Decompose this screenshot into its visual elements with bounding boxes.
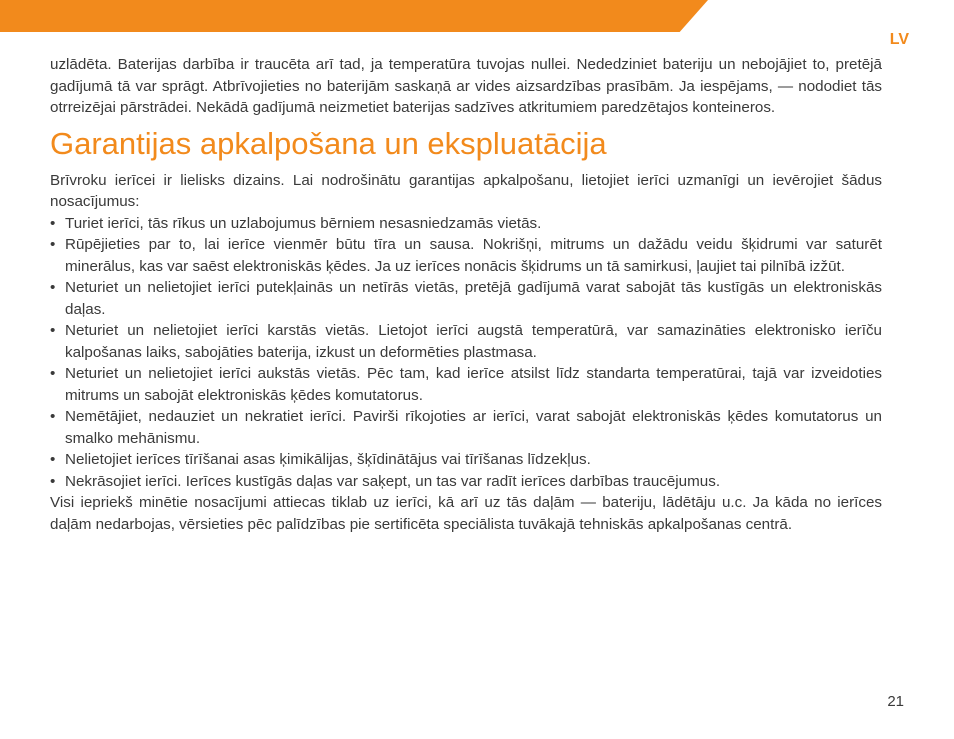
- intro-paragraph: uzlādēta. Baterijas darbība ir traucēta arī tad, ja temperatūra tuvojas nullei. Nededziniet bateriju un nebojājiet to, pretējā gadījumā tā var sprāgt. Atbrīvojieties no baterijām saskaņā ar vides aizsardzības prasībām. Ja iespējams, — nododiet tās otrreizējai pārstrādei. Nekādā gadījumā neizmetiet baterijas sadzīves atkritumiem paredzētajos konteineros.: [50, 56, 882, 116]
- language-label: LV: [889, 31, 909, 48]
- header-accent-bar: [0, 0, 708, 32]
- list-item: • Nekrāsojiet ierīci. Ierīces kustīgās daļas var saķept, un tas var radīt ierīces darbības traucējumus.: [50, 471, 882, 493]
- page-content: [50, 54, 882, 535]
- list-item: • Rūpējieties par to, lai ierīce vienmēr būtu tīra un sausa. Nokrišņi, mitrums un dažādu veidu šķidrumi var saturēt minerālus, kas var saēst elektroniskās ķēdes. Ja uz ierīces nonācis šķidrums un tā samirkusi, ļaujiet tai pilnībā izžūt.: [50, 234, 882, 277]
- list-item: • Nelietojiet ierīces tīrīšanai asas ķimikālijas, šķīdinātājus vai tīrīšanas līdzekļus.: [50, 449, 882, 471]
- list-item: • Turiet ierīci, tās rīkus un uzlabojumus bērniem nesasniedzamās vietās.: [50, 213, 882, 235]
- closing-paragraph: Visi iepriekš minētie nosacījumi attiecas tiklab uz ierīci, kā arī uz tās daļām — bateriju, lādētāju u.c. Ja kāda no ierīces daļām nedarbojas, vērsieties pēc palīdzības pie sertificēta speciālista tuvākajā tehniskās apkalpošanas centrā.: [50, 494, 882, 533]
- list-item: • Neturiet un nelietojiet ierīci aukstās vietās. Pēc tam, kad ierīce atsilst līdz standarta temperatūrai, tajā var izveidoties mitrums un sabojāt elektroniskās ķēdes komutatorus.: [50, 363, 882, 406]
- conditions-list: [50, 213, 882, 493]
- list-item: • Neturiet un nelietojiet ierīci putekļainās un netīrās vietās, pretējā gadījumā varat sabojāt tās kustīgās un elektroniskās daļas.: [50, 277, 882, 320]
- list-item: • Neturiet un nelietojiet ierīci karstās vietās. Lietojot ierīci augstā temperatūrā, var samazināties elektronisko ierīču kalpošanas laiks, sabojāties baterija, izkust un deformēties plastmasa.: [50, 320, 882, 363]
- section-title: Garantijas apkalpošana un ekspluatācija: [50, 125, 607, 161]
- section-lead: Brīvroku ierīcei ir lielisks dizains. Lai nodrošinātu garantijas apkalpošanu, lietojiet ierīci uzmanīgi un ievērojiet šādus nosacījumus:: [50, 171, 882, 210]
- list-item: • Nemētājiet, nedauziet un nekratiet ierīci. Pavirši rīkojoties ar ierīci, varat sabojāt elektroniskās ķēdes komutatorus un smalko mehānismu.: [50, 406, 882, 449]
- page-number: 21: [887, 693, 904, 710]
